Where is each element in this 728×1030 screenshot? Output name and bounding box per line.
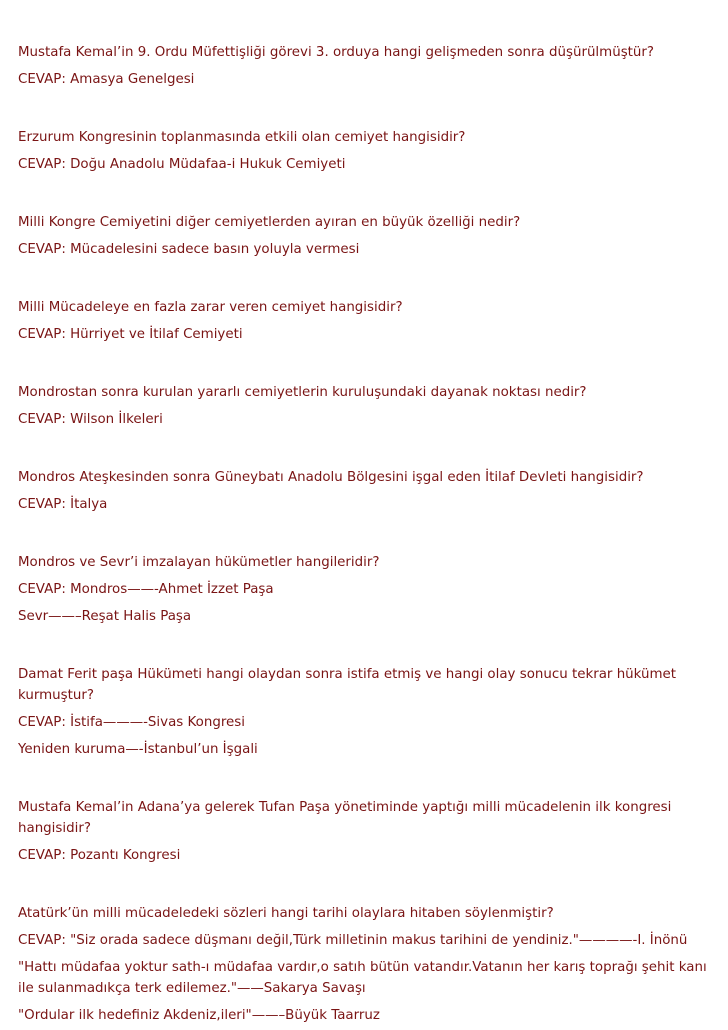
qa-item: [18, 662, 714, 764]
answer-text: CEVAP: Mücadelesini sadece basın yoluyla vermesi: [18, 242, 360, 257]
answer-text: CEVAP: Amasya Genelgesi: [18, 72, 195, 87]
answer-text: CEVAP: "Siz orada sadece düşmanı değil,Türk milletinin makus tarihini de yendiniz."————-I. İnönü: [18, 933, 688, 948]
qa-item: [18, 901, 714, 1030]
answer-continuation-text: Yeniden kuruma—-İstanbul’un İşgali: [18, 742, 258, 757]
qa-item: [18, 40, 714, 94]
question-text: Damat Ferit paşa Hükümeti hangi olaydan sonra istifa etmiş ve hangi olay sonucu tekrar hükümet kurmuştur?: [18, 667, 677, 703]
answer-text: CEVAP: İtalya: [18, 497, 108, 512]
qa-item: [18, 550, 714, 631]
answer-continuation-text: "Ordular ilk hedefiniz Akdeniz,ileri"——–Büyük Taarruz: [18, 1008, 380, 1023]
answer-text: CEVAP: İstifa———-Sivas Kongresi: [18, 715, 245, 730]
answer-continuation-text: "Hattı müdafaa yoktur sath-ı müdafaa vardır,o satıh bütün vatandır.Vatanın her karış toprağı şehit kanı ile sulanmadıkça terk edilemez."——Sakarya Savaşı: [18, 960, 707, 996]
qa-item: [18, 295, 714, 349]
answer-text: CEVAP: Wilson İlkeleri: [18, 412, 163, 427]
answer-text: CEVAP: Doğu Anadolu Müdafaa-i Hukuk Cemiyeti: [18, 157, 346, 172]
question-text: Mondros Ateşkesinden sonra Güneybatı Anadolu Bölgesini işgal eden İtilaf Devleti hangisidir?: [18, 470, 644, 485]
question-text: Mustafa Kemal’in Adana’ya gelerek Tufan Paşa yönetiminde yaptığı milli mücadelenin ilk kongresi hangisidir?: [18, 800, 672, 836]
answer-text: CEVAP: Mondros——-Ahmet İzzet Paşa: [18, 582, 274, 597]
question-text: Mondrostan sonra kurulan yararlı cemiyetlerin kuruluşundaki dayanak noktası nedir?: [18, 385, 587, 400]
answer-continuation-text: Sevr——–Reşat Halis Paşa: [18, 609, 192, 624]
answer-text: CEVAP: Hürriyet ve İtilaf Cemiyeti: [18, 327, 243, 342]
qa-item: [18, 380, 714, 434]
qa-item: [18, 210, 714, 264]
question-text: Mustafa Kemal’in 9. Ordu Müfettişliği görevi 3. orduya hangi gelişmeden sonra düşürülmüştür?: [18, 45, 655, 60]
qa-item: [18, 465, 714, 519]
question-text: Erzurum Kongresinin toplanmasında etkili olan cemiyet hangisidir?: [18, 130, 466, 145]
answer-text: CEVAP: Pozantı Kongresi: [18, 848, 181, 863]
question-text: Mondros ve Sevr’i imzalayan hükümetler hangileridir?: [18, 555, 380, 570]
question-text: Milli Kongre Cemiyetini diğer cemiyetlerden ayıran en büyük özelliği nedir?: [18, 215, 521, 230]
qa-item: [18, 795, 714, 870]
qa-item: [18, 125, 714, 179]
question-text: Milli Mücadeleye en fazla zarar veren cemiyet hangisidir?: [18, 300, 403, 315]
question-text: Atatürk’ün milli mücadeledeki sözleri hangi tarihi olaylara hitaben söylenmiştir?: [18, 906, 554, 921]
